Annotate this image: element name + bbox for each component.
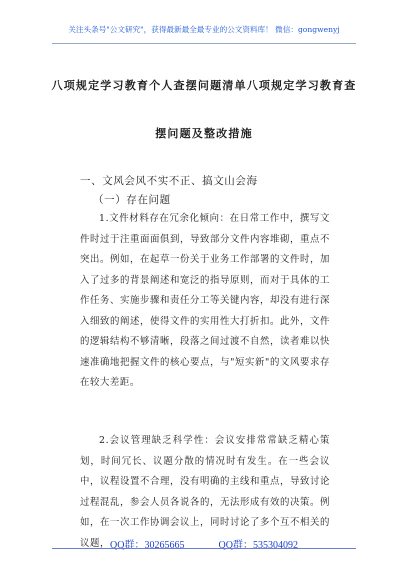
footer-qq-group-2: QQ群：535304092 (218, 540, 298, 551)
body-paragraph-1: 1.文件材料存在冗余化倾向：在日常工作中，撰写文件时过于注重面面俱到，导致部分文件内容堆砌，重点不突出。例如，在起草一份关于业务工作部署的文件时，加入了过多的背景阐述和宽泛的指导原则，而对于具体的工作任务、实施步骤和责任分工等关键内容，却没有进行深入细致的阐述，使得文件的实用性大打折扣。此外，文件的逻辑结构不够清晰，段落之间过渡不自然，读者难以快速准确地把握文件的核心要点，与"短实新"的文风要求存在较大差距。 (80, 213, 330, 388)
document-title-line-2: 摆问题及整改措施 (155, 127, 253, 140)
section-heading: 一、文风会风不实不正、搞文山会海 (80, 175, 258, 187)
header-banner: 关注头条号"公文研究"，获得最新最全最专业的公文资料库！ 微信：gongwenyj (68, 25, 340, 34)
body-paragraph-2: 2.会议管理缺乏科学性：会议安排常常缺乏精心策划，时间冗长、议题分散的情况时有发生。在一些会议中，议程设置不合理，没有明确的主线和重点，导致讨论过程混乱，参会人员各说各的，无法形成有效的决策。例如，在一次工作协调会议上，同时讨论了多个互不相关的议题， (80, 435, 330, 549)
footer-qq-group-1: QQ群：30265665 (110, 540, 185, 551)
subsection-heading: （一）存在问题 (93, 194, 171, 206)
document-title-line-1: 八项规定学习教育个人查摆问题清单八项规定学习教育查 (51, 79, 357, 92)
footer-divider (52, 548, 356, 549)
header-divider (52, 43, 356, 44)
